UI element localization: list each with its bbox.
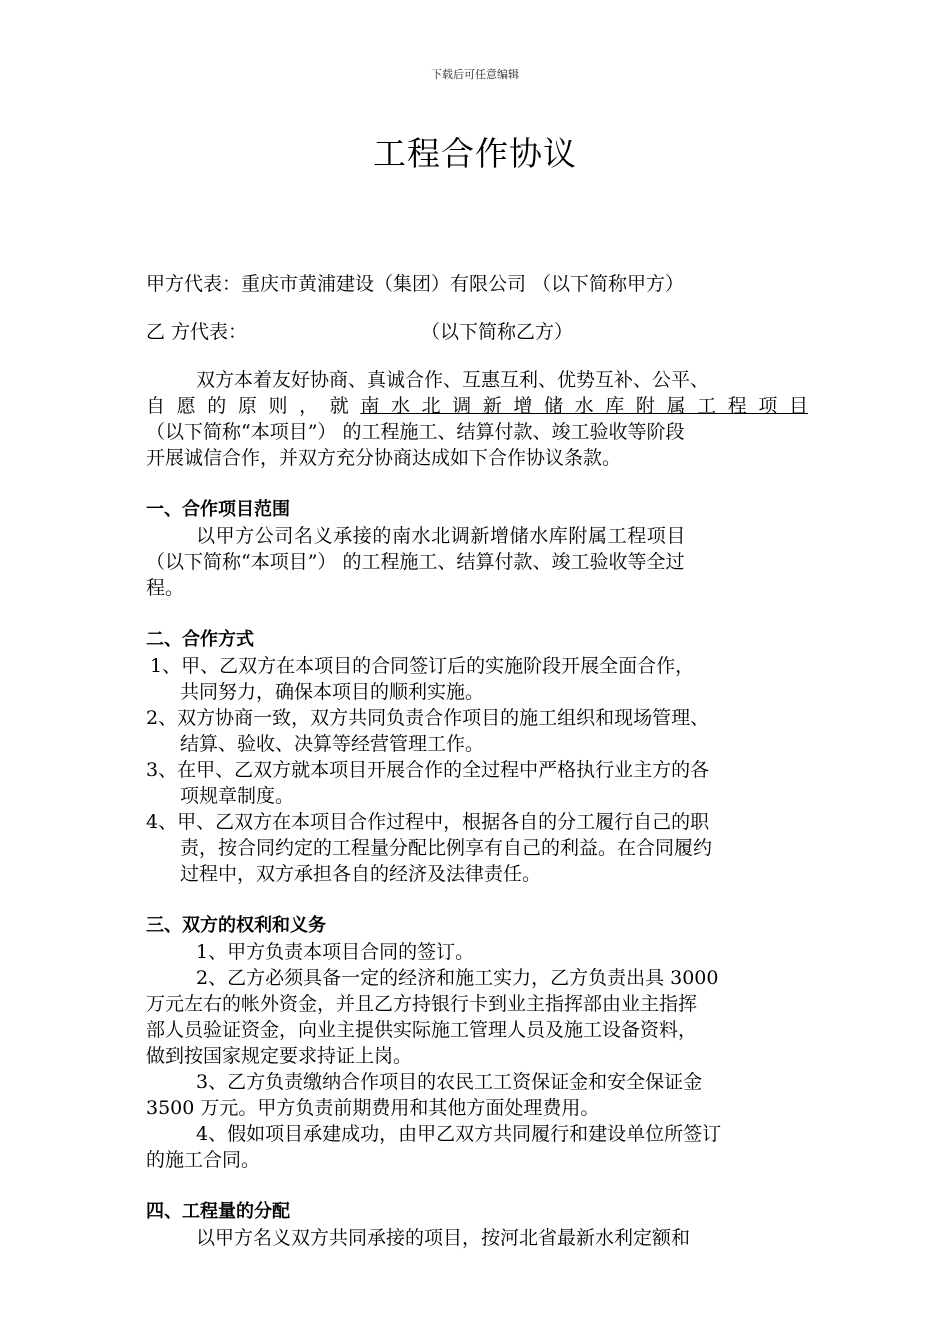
spacer	[146, 297, 808, 319]
party-b-suffix: （以下简称乙方）	[421, 321, 574, 343]
section-3-p3-line-2: 3500 万元。甲方负责前期费用和其他方面处理费用。	[146, 1097, 600, 1119]
document-body	[146, 271, 808, 1251]
section-3-p2-line-3: 部人员验证资金，向业主提供实际施工管理人员及施工设备资料，	[146, 1019, 698, 1041]
list-item	[146, 705, 808, 757]
section-3-p3-line-1: 3、乙方负责缴纳合作项目的农民工工资保证金和安全保证金	[196, 1071, 703, 1093]
section-1-heading: 一、合作项目范围	[146, 499, 290, 520]
list-item	[146, 653, 808, 705]
section-3-p2-line-1: 2、乙方必须具备一定的经济和施工实力，乙方负责出具 3000	[196, 967, 719, 989]
list-item	[146, 809, 808, 887]
section-4-heading: 四、工程量的分配	[146, 1201, 290, 1222]
spacer	[146, 887, 808, 913]
section-3-p2-line-4: 做到按国家规定要求持证上岗。	[146, 1045, 413, 1067]
list-item-text: 结算、验收、决算等经营管理工作。	[180, 733, 485, 755]
list-item-number: 3、	[146, 759, 178, 781]
list-item	[146, 757, 808, 809]
list-item-text: 项规章制度。	[180, 785, 295, 807]
list-item-number: 4、	[146, 811, 178, 833]
party-b-line	[146, 319, 808, 345]
list-item-text: 在甲、乙双方就本项目开展合作的全过程中严格执行业主方的各	[177, 759, 710, 781]
list-item-text: 责，按合同约定的工程量分配比例享有自己的利益。在合同履约	[180, 837, 713, 859]
party-b-label: 乙 方代表：	[146, 321, 248, 343]
section-3-p4-line-2: 的施工合同。	[146, 1149, 261, 1171]
intro-line-2	[146, 393, 808, 419]
list-item-number: 1、	[150, 655, 182, 677]
project-name-underlined: 南 水 北 调 新 增 储 水 库 附 属 工 程 项 目	[360, 395, 809, 417]
list-item-number: 2、	[146, 707, 178, 729]
spacer	[146, 601, 808, 627]
intro-line-3: （以下简称“本项目”） 的工程施工、结算付款、竣工验收等阶段	[146, 421, 685, 443]
intro-line-1: 双方本着友好协商、真诚合作、互惠互利、优势互补、公平、	[196, 369, 710, 391]
list-item-text: 甲、乙双方在本项目合作过程中，根据各自的分工履行自己的职	[177, 811, 710, 833]
intro-line-2-prefix: 自 愿 的 原 则 ， 就	[146, 395, 361, 417]
section-1-line-1: 以甲方公司名义承接的南水北调新增储水库附属工程项目	[196, 525, 687, 547]
spacer	[146, 471, 808, 497]
section-2-heading: 二、合作方式	[146, 629, 254, 650]
section-4-line-1: 以甲方名义双方共同承接的项目，按河北省最新水利定额和	[196, 1227, 691, 1249]
list-item-text: 共同努力，确保本项目的顺利实施。	[180, 681, 485, 703]
list-item-text: 双方协商一致，双方共同负责合作项目的施工组织和现场管理、	[177, 707, 710, 729]
intro-line-4: 开展诚信合作，并双方充分协商达成如下合作协议条款。	[146, 447, 622, 469]
party-a-line: 甲方代表：重庆市黄浦建设（集团）有限公司 （以下简称甲方）	[146, 273, 685, 295]
page-header: 下载后可任意编辑	[431, 68, 519, 81]
section-3-heading: 三、双方的权利和义务	[146, 915, 326, 936]
spacer	[146, 345, 808, 367]
section-1-line-2: （以下简称“本项目”） 的工程施工、结算付款、竣工验收等全过	[146, 551, 685, 573]
section-3-p1: 1、甲方负责本项目合同的签订。	[196, 941, 475, 963]
section-3-p2-line-2: 万元左右的帐外资金，并且乙方持银行卡到业主指挥部由业主指挥	[146, 993, 698, 1015]
document-title: 工程合作协议	[373, 134, 577, 173]
list-item-text: 甲、乙双方在本项目的合同签订后的实施阶段开展全面合作，	[181, 655, 695, 677]
section-1-line-3: 程。	[146, 577, 185, 599]
section-3-p4-line-1: 4、假如项目承建成功，由甲乙双方共同履行和建设单位所签订	[196, 1123, 722, 1145]
spacer	[146, 1173, 808, 1199]
list-item-text: 过程中，双方承担各自的经济及法律责任。	[180, 863, 542, 885]
